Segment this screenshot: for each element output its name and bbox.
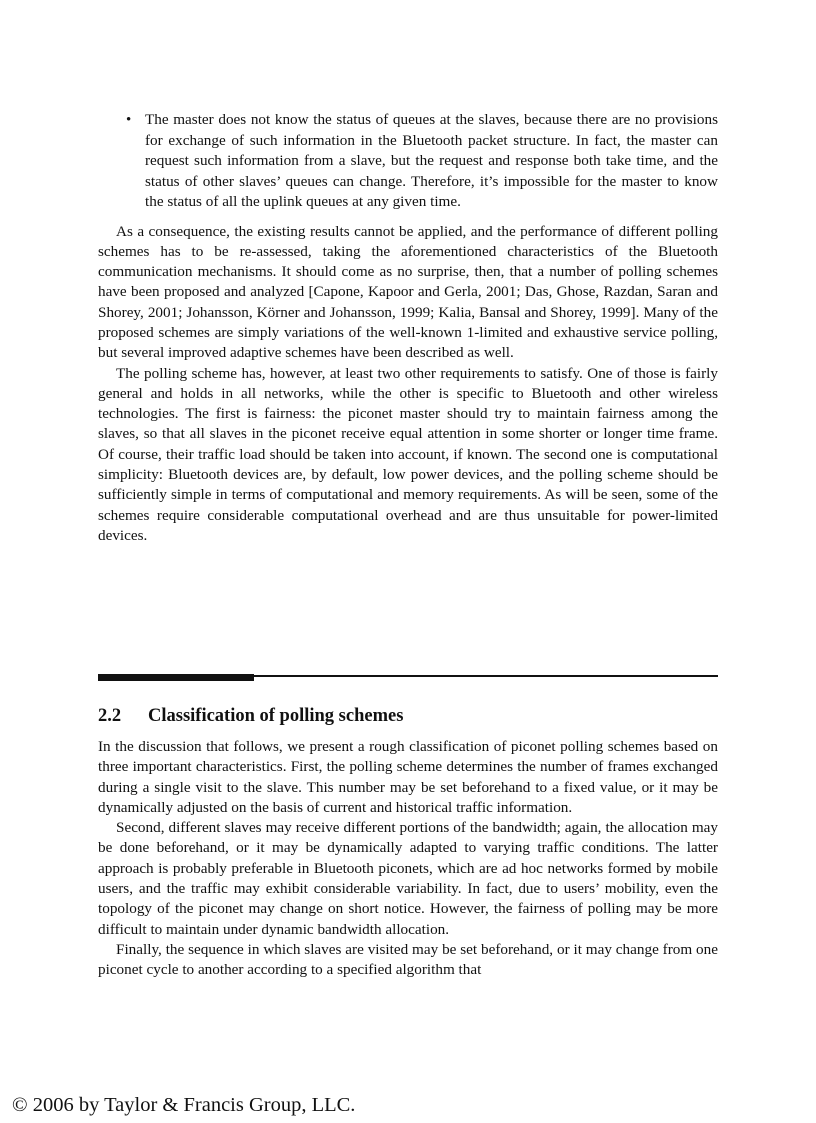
body-paragraph-consequence: As a consequence, the existing results cannot be applied, and the performance of different polling schemes has to be re-assessed, taking the aforementioned characteristics of the Bluetooth communication mechanisms. It should come as no surprise, then, that a number of polling schemes have been proposed and analyzed [Capone, Kapoor and Gerla, 2001; Das, Ghose, Razdan, Saran and Shorey, 2001; Johansson, Körner and Johansson, 1999; Kalia, Bansal and Shorey, 1999]. Many of the proposed schemes are simply variations of the well-known 1-limited and exhaustive service polling, but several improved adaptive schemes have been described as well.: [98, 222, 718, 362]
copyright-notice: © 2006 by Taylor & Francis Group, LLC.: [12, 1094, 356, 1116]
bullet-text: The master does not know the status of queues at the slaves, because there are no provisions for exchange of such information in the Bluetooth packet structure. In fact, the master can request such information from a slave, but the request and response both take time, and the status of other slaves’ queues can change. Therefore, it’s impossible for the master to know the status of all the uplink queues at any given time.: [145, 111, 718, 210]
body-paragraph-requirements: The polling scheme has, however, at least two other requirements to satisfy. One of those is fairly general and holds in all networks, while the other is specific to Bluetooth and other wireless technologies. The first is fairness: the piconet master should try to maintain fairness among the slaves, so that all slaves in the piconet receive equal attention in some shorter or longer time frame. Of course, their traffic load should be taken into account, if known. The second one is computational simplicity: Bluetooth devices are, by default, low power devices, and the polling scheme should be sufficiently simple in terms of computational and memory requirements. As will be seen, some of the schemes require considerable computational overhead and are thus unsuitable for power-limited devices.: [98, 364, 718, 544]
bullet-item: [98, 110, 718, 213]
bullet-list: [98, 110, 718, 213]
section-title: Classification of polling schemes: [148, 706, 404, 726]
section-paragraph-finally: Finally, the sequence in which slaves are visited may be set beforehand, or it may change from one piconet cycle to another according to a specified algorithm that: [98, 940, 718, 979]
section-paragraph-first: In the discussion that follows, we present a rough classification of piconet polling schemes based on three important characteristics. First, the polling scheme determines the number of frames exchanged during a single visit to the slave. This number may be set beforehand to a fixed value, or it may be dynamically adjusted on the basis of current and historical traffic information.: [98, 738, 718, 816]
section-heading: [98, 704, 718, 728]
bullet-symbol: •: [126, 112, 132, 128]
section-paragraph-second: Second, different slaves may receive different portions of the bandwidth; again, the allocation may be done beforehand, or it may be dynamically adapted to varying traffic conditions. The latter approach is probably preferable in Bluetooth piconets, which are ad hoc networks formed by mobile users, and the traffic may exhibit considerable variability. In fact, due to users’ mobility, even the topology of the piconet may change on short notice. However, the fairness of polling may be more difficult to maintain under dynamic bandwidth allocation.: [98, 819, 718, 938]
section-classification: [98, 704, 718, 981]
section-divider-thick-bar: [98, 674, 254, 681]
page-body: [98, 110, 718, 546]
section-divider: [98, 674, 718, 682]
section-number: 2.2: [98, 706, 122, 726]
